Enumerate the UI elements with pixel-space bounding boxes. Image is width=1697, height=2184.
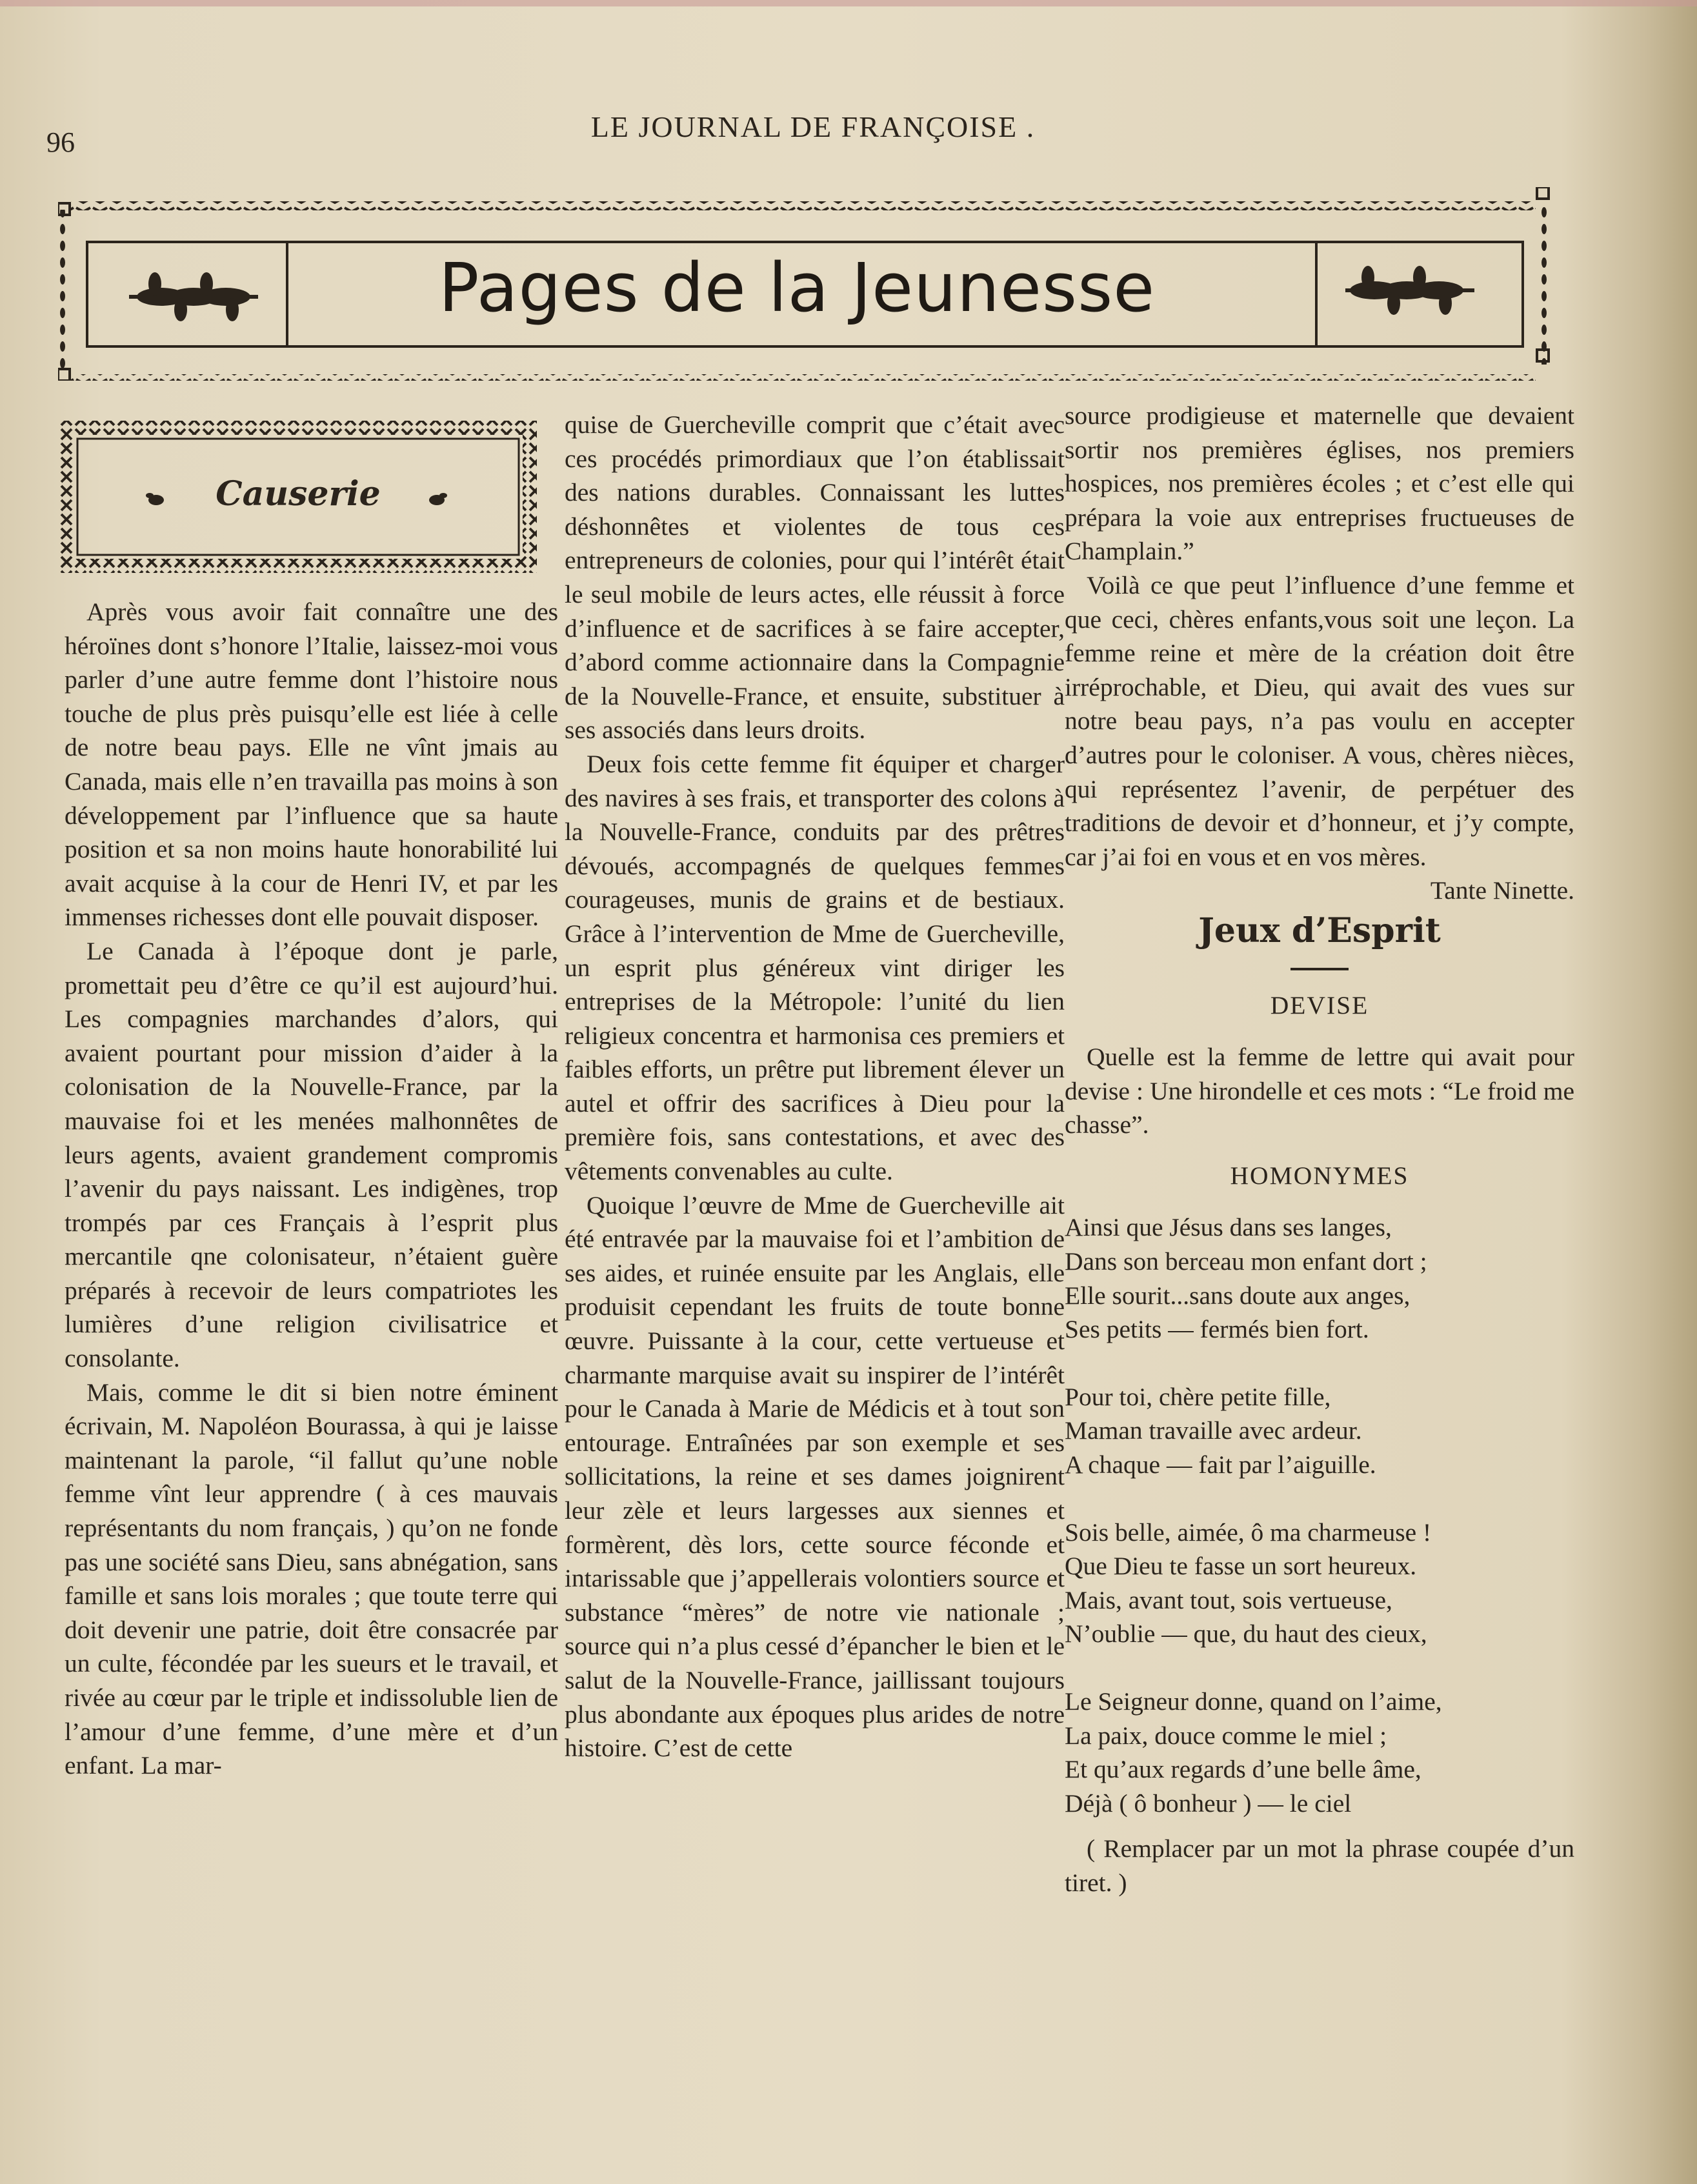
column2-paragraph: Quoique l’œuvre de Mme de Guercheville ait été entravée par la mauvaise foi et l’ambition de ses aides, et ruinée ensuite par les Anglais, elle produisit cependant les fruits de toute bonne œuvre. Puissante à la cour, cette vertueuse et charmante marquise avait su inspirer de l’intérêt pour le Canada à Marie de Médicis et à tout son entourage. Entraînées par son exemple et ses sollicitations, la reine et ses dames joignirent leur zèle et leurs largesses aux siennes et formèrent, dès lors, cette source féconde et intarissable que j’appellerais volontiers source et substance “mères” de notre vie nationale ; source qui n’a plus cessé d’épancher le bien et le salut de la Nouvelle-France, jaillissant toujours plus abondante aux époques plus arides de notre histoire. C’est de cette xyxy=(565,1190,1065,1763)
banner-top-border xyxy=(71,201,1536,210)
short-rule xyxy=(1290,968,1349,970)
leaf-ornament-right-icon xyxy=(1345,266,1474,315)
column3-paragraph: Voilà ce que peut l’influence d’une femme et que ceci, chères enfants,vous soit une leçon. La femme reine et mère de la création doit être irréprochable, et Dieu, qui avait des vues sur notre beau pays, n’a pas voulu en accepter d’autres pour le coloniser. A vous, chères nièces, qui représentez l’avenir, de perpétuer des traditions de devoir et d’honneur, et j’y compte, car j’ai foi en vous et en vos mères. xyxy=(1065,570,1574,871)
poem-line: Le Seigneur donne, quand on l’aime, xyxy=(1065,1687,1442,1716)
poem-line: Que Dieu te fasse un sort heureux. xyxy=(1065,1552,1417,1581)
column1-paragraph: Mais, comme le dit si bien notre éminent écrivain, M. Napoléon Bourassa, à qui je laisse maintenant la parole, “il fallut qu’une noble femme vînt leur apprendre ( à ces mauvais représentants du nom français, ) qu’on ne fonde pas une société sans Dieu, sans abnégation, sans famille et sans lois morales ; que toute terre qui doit devenir une patrie, doit être consacrée par un culte, fécondée par les sueurs et le travail, et rivée au cœur par le triple et indissoluble lien de l’amour d’une femme, d’une mère et d’un enfant. La mar- xyxy=(65,1378,558,1780)
banner-left-border xyxy=(58,210,67,368)
page-number: 96 xyxy=(46,126,75,158)
column-1 xyxy=(65,413,558,1783)
jeux-title: Jeux d’Esprit xyxy=(1198,910,1441,950)
signature: Tante Ninette. xyxy=(1430,876,1574,905)
devise-section xyxy=(1065,1040,1574,1142)
banner-bottom-border xyxy=(71,374,1536,381)
puzzle-note: ( Remplacer par un mot la phrase coupée d’un tiret. ) xyxy=(1065,1834,1574,1897)
column2-paragraph: Deux fois cette femme fit équiper et charger des navires à ses frais, et transporter des colons à la Nouvelle-France, conduits par des prêtres dévoués, accompagnés de quelques femmes courageuses, munis de grains et de bestiaux. Grâce à l’intervention de Mme de Guercheville, un esprit plus généreux vint diriger les entreprises de la Métropole: l’unité du lien religieux concentra et harmonisa ces premiers et faibles efforts, un prêtre put librement élever un autel et offrir des sacrifices à Dieu pour la première fois, sans contestations, et avec des vêtements convenables au culte. xyxy=(565,749,1065,1186)
poem-line: Pour toi, chère petite fille, xyxy=(1065,1382,1331,1411)
poem-line: Maman travaille avec ardeur. xyxy=(1065,1416,1362,1445)
poem-line: Ses petits — fermés bien fort. xyxy=(1065,1315,1369,1344)
section-banner xyxy=(58,187,1552,381)
poem-line: Déjà ( ô bonheur ) — le ciel xyxy=(1065,1788,1352,1818)
poem-line: Ainsi que Jésus dans ses langes, xyxy=(1065,1213,1392,1242)
page-top-edge xyxy=(0,0,1697,6)
poem-stanza xyxy=(1065,1380,1574,1482)
column1-paragraph: Le Canada à l’époque dont je parle, promettait peu d’être ce qu’il est aujourd’hui. Les compagnies marchandes d’alors, qui avaient pourtant pour mission d’aider à la colonisation de la Nouvelle-France, par la mauvaise foi et les menées malhonnêtes de leurs agents, avaient grandement compromis l’avenir du pays naissant. Les indigènes, trop trompés par ces Français à l’esprit plus mercantile qne colonisateur, n’étaient guère préparés à recevoir de leurs compatriotes les lumières d’une religion civilisatrice et consolante. xyxy=(65,936,558,1373)
poem-stanza xyxy=(1065,1685,1574,1820)
poem-line: A chaque — fait par l’aiguille. xyxy=(1065,1450,1376,1479)
column2-paragraph: quise de Guercheville comprit que c’était avec ces procédés primordiaux que l’on établissait des nations durables. Connaissant les luttes déshonnêtes et violentes de tous ces entrepreneurs de colonies, pour qui l’intérêt était le seul mobile de leurs actes, elle réussit à force d’influence et de sacrifices à se faire accepter, d’abord comme actionnaire dans la Compagnie de la Nouvelle-France, et ensuite, substituer à ses associés dans leurs droits. xyxy=(565,410,1065,745)
causerie-title: Causerie xyxy=(216,474,381,514)
column3-paragraph: source prodigieuse et maternelle que devaient sortir nos premières églises, nos premiers hospices, nos premières écoles ; et c’est elle qui prépara la voie aux entreprises fructueuses de Champlain.” xyxy=(1065,401,1574,566)
leaf-ornament-left-icon xyxy=(129,272,258,321)
devise-title: DEVISE xyxy=(1270,990,1369,1019)
homonymes-title: HOMONYMES xyxy=(1230,1161,1409,1190)
poem-line: Mais, avant tout, sois vertueuse, xyxy=(1065,1585,1392,1614)
banner-title: Pages de la Jeunesse xyxy=(438,248,1156,327)
poem-stanza xyxy=(1065,1210,1574,1346)
causerie-box xyxy=(59,413,537,581)
column-2 xyxy=(565,408,1065,1765)
poem-stanza xyxy=(1065,1516,1574,1651)
devise-text: Quelle est la femme de lettre qui avait pour devise : Une hirondelle et ces mots : “Le froid me chasse”. xyxy=(1065,1043,1574,1139)
poem-line: Elle sourit...sans doute aux anges, xyxy=(1065,1281,1411,1310)
banner-right-border xyxy=(1540,203,1549,365)
poem-line: Dans son berceau mon enfant dort ; xyxy=(1065,1247,1427,1276)
poem-line: Sois belle, aimée, ô ma charmeuse ! xyxy=(1065,1518,1432,1547)
poem-line: La paix, douce comme le miel ; xyxy=(1065,1721,1387,1750)
poem-line: N’oublie — que, du haut des cieux, xyxy=(1065,1619,1427,1648)
journal-title: LE JOURNAL DE FRANÇOISE . xyxy=(590,110,1036,143)
column-3 xyxy=(1065,399,1574,1900)
poem-line: Et qu’aux regards d’une belle âme, xyxy=(1065,1755,1421,1784)
column1-paragraph: Après vous avoir fait connaître une des héroïnes dont s’honore l’Italie, laissez-moi vous parler d’une autre femme dont l’histoire nous touche de plus près puisqu’elle est liée à celle de notre beau pays. Elle ne vînt jmais au Canada, mais elle n’en travailla pas moins à son développement par l’influence que sa haute position et sa non moins haute honorabilité lui avait acquise à la cour de Henri IV, et par les immenses richesses dont elle pouvait disposer. xyxy=(65,597,558,932)
